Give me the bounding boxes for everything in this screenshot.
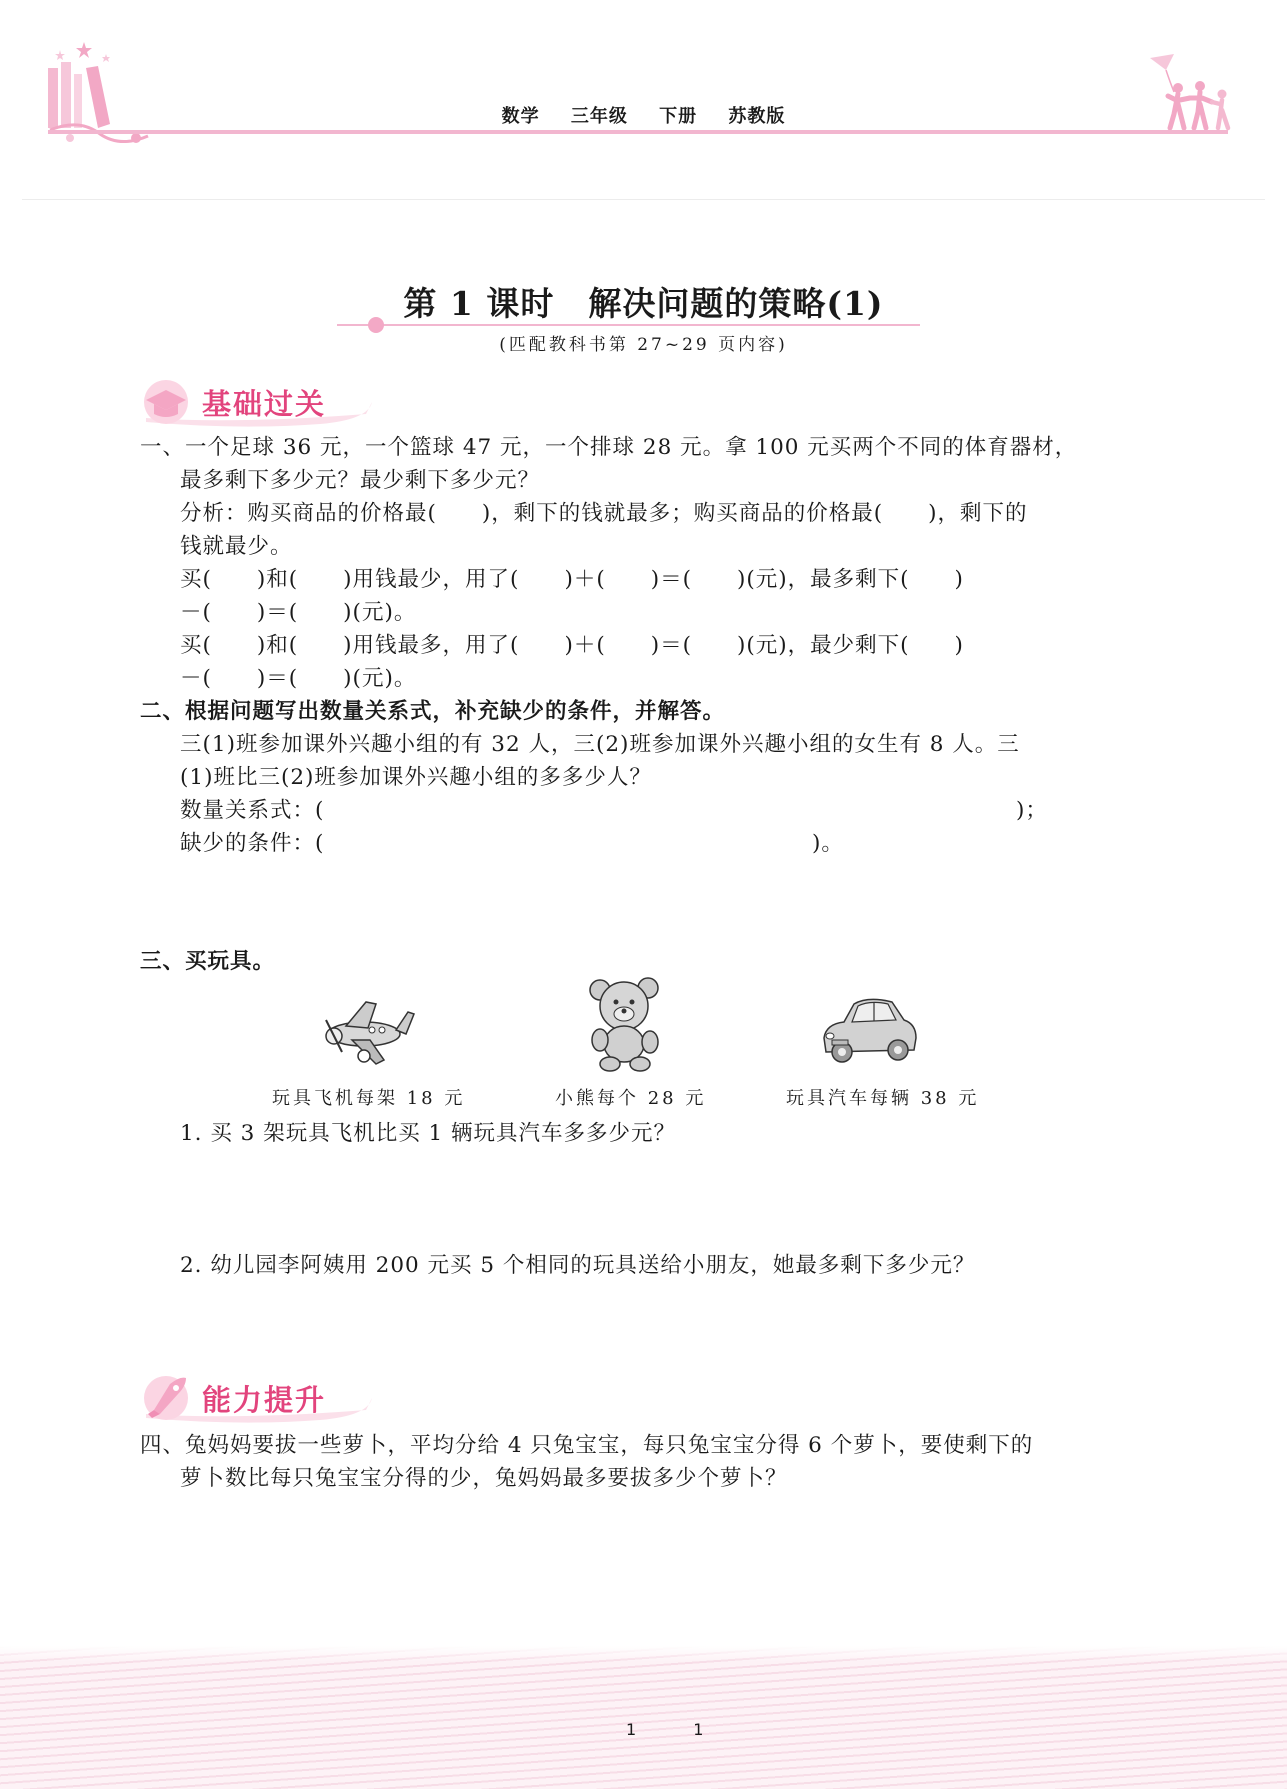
toy-car-icon: [818, 994, 920, 1068]
q1-fill-line-2: －( )＝( )(元)。: [180, 600, 417, 625]
q3-sub2: 2. 幼儿园李阿姨用 200 元买 5 个相同的玩具送给小朋友，她最多剩下多少元？: [180, 1253, 976, 1278]
q4-line-2: 萝卜数比每只兔宝宝分得的少，兔妈妈最多要拔多少个萝卜？: [180, 1466, 788, 1491]
q2-relation-end: )；: [1016, 798, 1048, 823]
book-edition: 苏教版: [728, 106, 786, 127]
page-number: [600, 1720, 729, 1739]
section-heading-advanced-text: 能力提升: [202, 1383, 327, 1417]
book-subject: 数学: [501, 106, 540, 127]
title-underline: [337, 324, 920, 326]
book-title: [0, 102, 1287, 128]
section-heading-basic-text: 基础过关: [202, 387, 327, 421]
teddy-bear-caption: 小熊每个 28 元: [555, 1088, 707, 1109]
section-heading-advanced: [140, 1370, 380, 1426]
q1-analysis-line-2: 钱就最少。: [180, 534, 293, 559]
lesson-subtitle: (匹配教科书第 27~29 页内容): [499, 335, 788, 355]
toy-airplane-image: [312, 996, 416, 1070]
question-2: [140, 694, 1140, 854]
q2-line-2: (1)班比三(2)班参加课外兴趣小组的多多少人？: [180, 765, 652, 790]
question-1: [140, 430, 1140, 690]
q2-missing-end: )。: [812, 831, 844, 856]
page-number-left: 1: [626, 1720, 637, 1739]
header-divider: [22, 199, 1265, 200]
q1-line-2: 最多剩下多少元？最少剩下多少元？: [180, 468, 541, 493]
q2-missing-label: 缺少的条件：(: [180, 831, 325, 856]
q4-line-1: 四、兔妈妈要拔一些萝卜，平均分给 4 只兔宝宝，每只兔宝宝分得 6 个萝卜，要使剩下的: [140, 1433, 1034, 1458]
header-rule: [48, 130, 1228, 134]
toy-car-image: [818, 994, 920, 1068]
question-4: [140, 1428, 1140, 1498]
toy-car-caption: 玩具汽车每辆 38 元: [786, 1088, 980, 1109]
book-volume: 下册: [659, 106, 698, 127]
book-grade: 三年级: [570, 106, 628, 127]
section-heading-basic: [140, 374, 380, 430]
teddy-bear-image: [586, 976, 666, 1072]
q1-line-1: 一、一个足球 36 元，一个篮球 47 元，一个排球 28 元。拿 100 元买两个不同的体育器材，: [140, 435, 1078, 460]
q2-line-1: 三(1)班参加课外兴趣小组的有 32 人，三(2)班参加课外兴趣小组的女生有 8 人。三: [180, 732, 1020, 757]
footer-fade: [0, 1646, 1287, 1662]
q2-heading: 二、根据问题写出数量关系式，补充缺少的条件，并解答。: [140, 699, 726, 724]
toy-airplane-caption: 玩具飞机每架 18 元: [272, 1088, 466, 1109]
q3-heading: 三、买玩具。: [140, 949, 276, 974]
q2-relation-label: 数量关系式：(: [180, 798, 325, 823]
teddy-bear-icon: [586, 976, 666, 1072]
page-number-right: 1: [693, 1720, 704, 1739]
q1-analysis-line-1: 分析：购买商品的价格最( )，剩下的钱就最多；购买商品的价格最( )，剩下的: [180, 501, 1028, 526]
q1-fill-line-3: 买( )和( )用钱最多，用了( )＋( )＝( )(元)，最少剩下( ): [180, 633, 964, 658]
q1-fill-line-4: －( )＝( )(元)。: [180, 666, 417, 691]
toy-airplane-icon: [312, 996, 416, 1070]
lesson-title: 第 1 课时 解决问题的策略(1): [403, 284, 884, 323]
q3-sub1: 1. 买 3 架玩具飞机比买 1 辆玩具汽车多多少元？: [180, 1121, 677, 1146]
footer-band: [0, 1646, 1287, 1789]
q1-fill-line-1: 买( )和( )用钱最少，用了( )＋( )＝( )(元)，最多剩下( ): [180, 567, 964, 592]
